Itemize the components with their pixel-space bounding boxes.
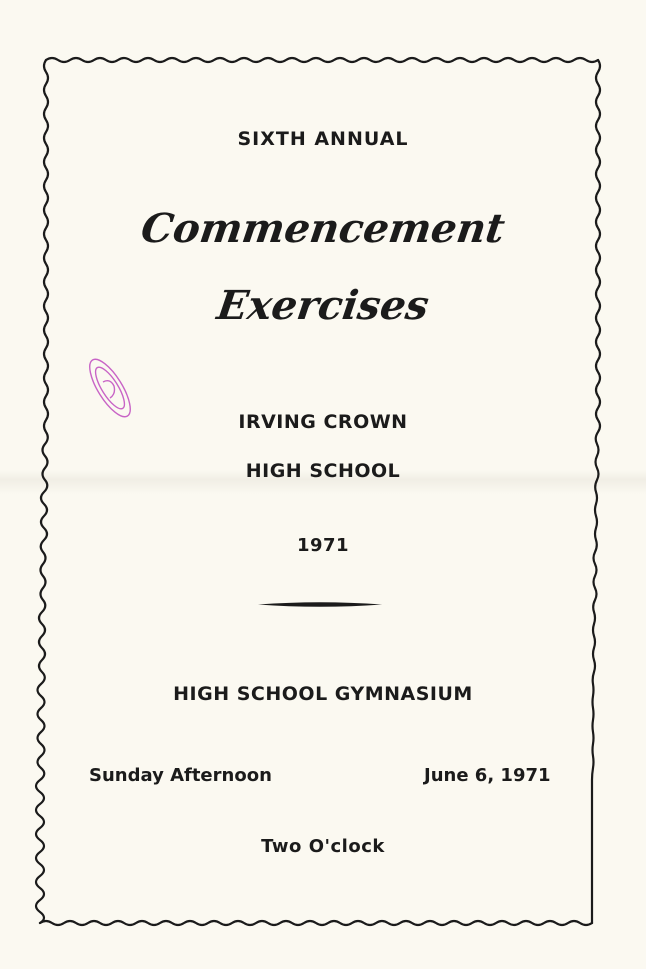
border-left xyxy=(36,60,48,923)
graduation-year: 1971 xyxy=(296,535,350,556)
title-exercises: Exercises xyxy=(214,282,432,329)
border-right xyxy=(592,60,600,923)
event-time: Two O'clock xyxy=(261,836,385,857)
event-date: June 6, 1971 xyxy=(424,765,551,786)
school-name-line2: HIGH SCHOOL xyxy=(245,460,401,482)
border-top xyxy=(46,58,598,62)
border-bottom xyxy=(40,921,592,925)
title-commencement: Commencement xyxy=(138,205,508,252)
venue: HIGH SCHOOL GYMNASIUM xyxy=(173,683,473,705)
school-name-line1: IRVING CROWN xyxy=(238,411,408,433)
ornamental-divider xyxy=(258,601,382,608)
edition-heading: SIXTH ANNUAL xyxy=(237,128,409,150)
event-day: Sunday Afternoon xyxy=(89,765,272,786)
